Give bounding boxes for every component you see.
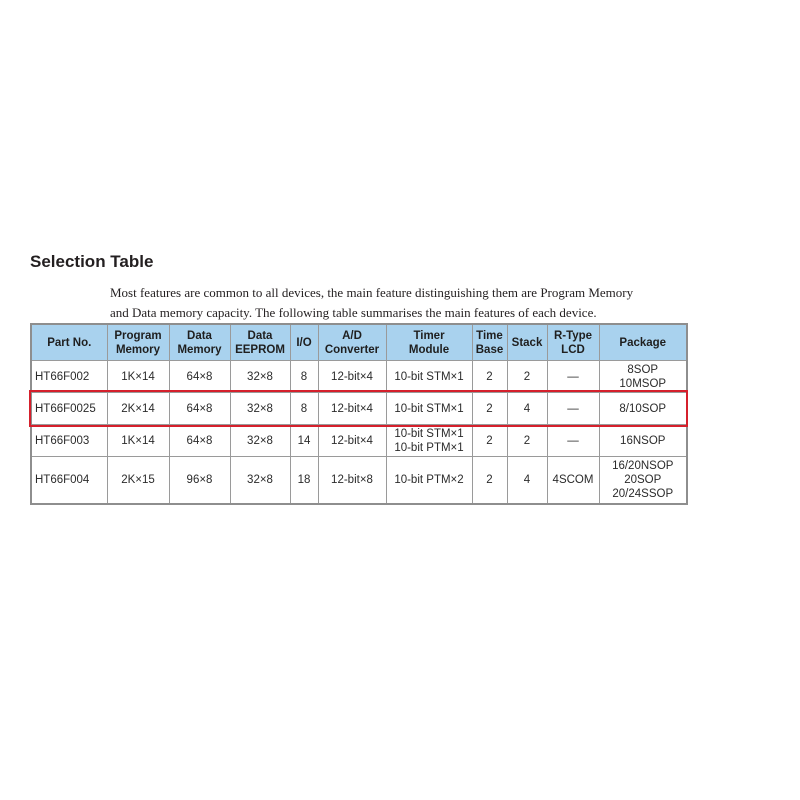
cell-part: HT66F002: [31, 361, 107, 393]
column-header: [386, 324, 472, 361]
cell-line: 10-bit PTM×1: [394, 441, 464, 454]
cell-program-memory: 2K×14: [107, 393, 169, 425]
column-header-line: Data: [187, 329, 212, 342]
cell-part: HT66F003: [31, 425, 107, 457]
cell-data-eeprom: 32×8: [230, 361, 290, 393]
cell-line: 20SOP: [624, 474, 662, 486]
column-header: [290, 324, 318, 361]
column-header-line: A/D: [342, 329, 362, 342]
table-row: [31, 393, 687, 425]
column-header-line: Module: [408, 343, 450, 356]
section-title: Selection Table: [30, 252, 154, 271]
cell-rtype-lcd: 4SCOM: [547, 457, 599, 505]
column-header: [547, 324, 599, 361]
cell-package: [599, 425, 687, 457]
cell-part: HT66F004: [31, 457, 107, 505]
column-header: [31, 324, 107, 361]
cell-data-memory: 64×8: [169, 425, 230, 457]
intro-line: and Data memory capacity. The following table summarises the main features of each device.: [110, 305, 597, 320]
cell-timer-module: [386, 425, 472, 457]
column-header-line: Memory: [115, 343, 161, 356]
cell-ad-converter: 12-bit×4: [318, 393, 386, 425]
column-header-line: Part No.: [47, 336, 92, 349]
cell-data-memory: 96×8: [169, 457, 230, 505]
column-header-line: Timer: [413, 329, 445, 342]
cell-rtype-lcd: —: [547, 361, 599, 393]
cell-stack: 4: [507, 393, 547, 425]
column-header-line: Data: [247, 329, 273, 342]
cell-stack: 4: [507, 457, 547, 505]
intro-line: Most features are common to all devices, the main feature distinguishing them are Program Memory: [110, 285, 634, 300]
cell-time-base: 2: [472, 457, 507, 505]
column-header: [599, 324, 687, 361]
column-header-line: LCD: [561, 343, 585, 356]
column-header: [318, 324, 386, 361]
column-header-line: Stack: [511, 336, 543, 349]
cell-line: 10-bit STM×1: [394, 402, 464, 415]
cell-io: 18: [290, 457, 318, 505]
column-header-line: I/O: [296, 336, 312, 349]
cell-time-base: 2: [472, 361, 507, 393]
cell-program-memory: 1K×14: [107, 425, 169, 457]
cell-timer-module: [386, 361, 472, 393]
cell-part: HT66F0025: [31, 393, 107, 425]
column-header: [472, 324, 507, 361]
table-row: [31, 457, 687, 505]
cell-rtype-lcd: —: [547, 425, 599, 457]
column-header-line: Program: [114, 329, 162, 342]
cell-data-eeprom: 32×8: [230, 393, 290, 425]
cell-program-memory: 1K×14: [107, 361, 169, 393]
cell-data-eeprom: 32×8: [230, 457, 290, 505]
cell-line: 10MSOP: [619, 377, 667, 390]
column-header-line: Time: [476, 329, 503, 342]
cell-io: 8: [290, 361, 318, 393]
cell-package: [599, 361, 687, 393]
cell-data-memory: 64×8: [169, 393, 230, 425]
column-header-line: EEPROM: [235, 343, 285, 356]
column-header-line: Base: [475, 343, 504, 356]
column-header-line: R-Type: [553, 329, 593, 342]
cell-data-memory: 64×8: [169, 361, 230, 393]
cell-line: 8/10SOP: [619, 402, 667, 415]
column-header: [107, 324, 169, 361]
column-header: [507, 324, 547, 361]
cell-program-memory: 2K×15: [107, 457, 169, 505]
table-header-row: [31, 324, 687, 361]
cell-time-base: 2: [472, 425, 507, 457]
column-header: [230, 324, 290, 361]
cell-line: 16/20NSOP: [612, 460, 674, 472]
cell-io: 14: [290, 425, 318, 457]
cell-time-base: 2: [472, 393, 507, 425]
cell-ad-converter: 12-bit×8: [318, 457, 386, 505]
cell-ad-converter: 12-bit×4: [318, 425, 386, 457]
cell-data-eeprom: 32×8: [230, 425, 290, 457]
cell-package: [599, 457, 687, 505]
table-row: [31, 361, 687, 393]
column-header-line: Converter: [324, 343, 380, 356]
cell-line: 10-bit PTM×2: [394, 474, 464, 486]
column-header: [169, 324, 230, 361]
table-row: [31, 425, 687, 457]
cell-rtype-lcd: —: [547, 393, 599, 425]
selection-table-wrapper: [30, 323, 686, 505]
cell-ad-converter: 12-bit×4: [318, 361, 386, 393]
cell-package: [599, 393, 687, 425]
cell-line: 16NSOP: [620, 434, 666, 447]
cell-stack: 2: [507, 425, 547, 457]
selection-table: [30, 323, 688, 505]
cell-timer-module: [386, 393, 472, 425]
intro-paragraph: [110, 283, 700, 323]
cell-timer-module: [386, 457, 472, 505]
cell-stack: 2: [507, 361, 547, 393]
cell-line: 20/24SSOP: [612, 488, 674, 500]
cell-line: 8SOP: [627, 363, 659, 376]
table-body: [31, 361, 687, 505]
column-header-line: Package: [619, 336, 667, 349]
cell-io: 8: [290, 393, 318, 425]
cell-line: 10-bit STM×1: [394, 427, 464, 440]
column-header-line: Memory: [177, 343, 222, 356]
cell-line: 10-bit STM×1: [394, 370, 464, 383]
